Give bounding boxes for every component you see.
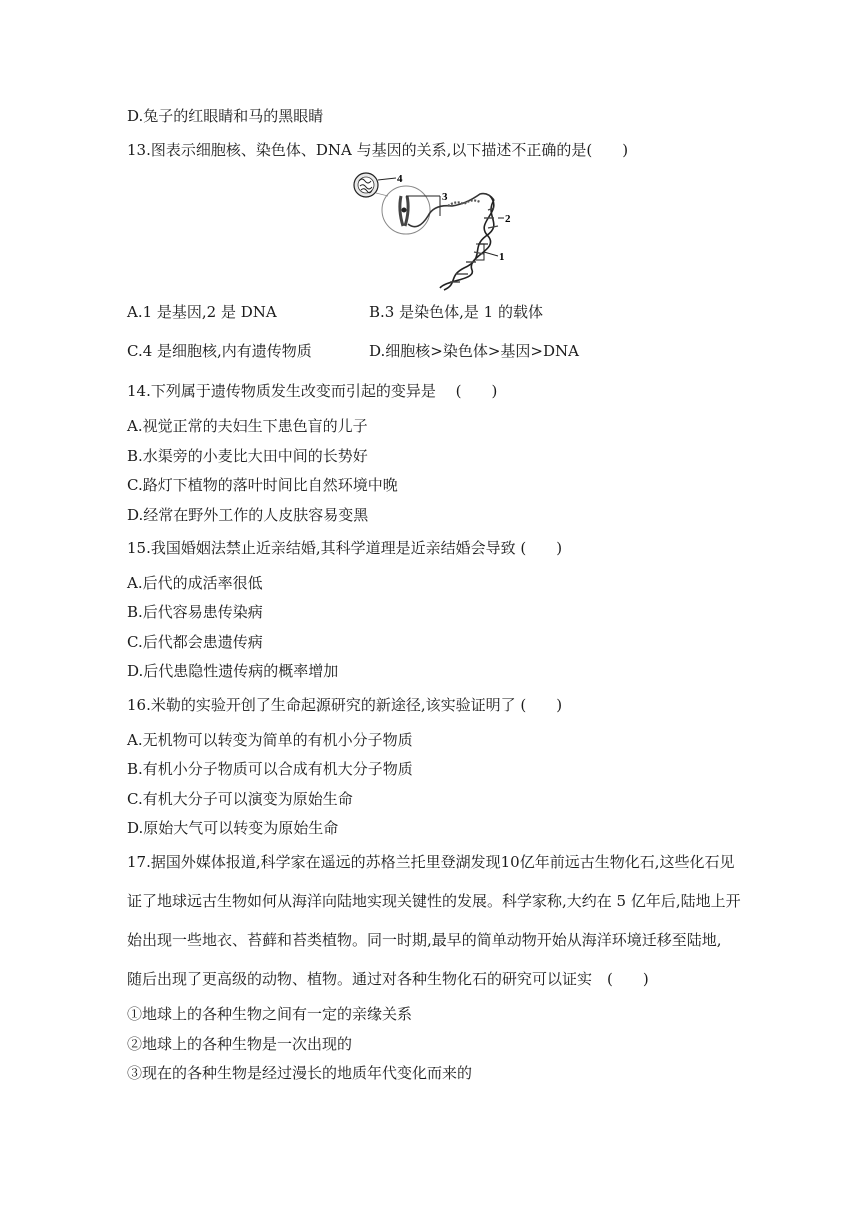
nucleus-icon xyxy=(354,173,378,197)
q15-option-b: B.后代容易患传染病 xyxy=(127,603,263,621)
label-1: 1 xyxy=(499,251,505,263)
q14-option-a: A.视觉正常的夫妇生下患色盲的儿子 xyxy=(127,417,368,435)
q17-statement-3: ③现在的各种生物是经过漫长的地质年代变化而来的 xyxy=(127,1064,473,1082)
q17-stem-line-3: 始出现一些地衣、苔藓和苔类植物。同一时期,最早的简单动物开始从海洋环境迁移至陆地, xyxy=(127,931,722,949)
q14-stem: 14.下列属于遗传物质发生改变而引起的变异是 ( ) xyxy=(127,382,498,400)
q13-option-c: C.4 是细胞核,内有遗传物质 xyxy=(127,342,312,360)
q13-option-b: B.3 是染色体,是 1 的载体 xyxy=(369,303,543,321)
q14-option-d: D.经常在野外工作的人皮肤容易变黑 xyxy=(127,506,369,524)
q14-option-c: C.路灯下植物的落叶时间比自然环境中晚 xyxy=(127,476,398,494)
dna-helix-icon xyxy=(440,196,498,290)
q16-option-b: B.有机小分子物质可以合成有机大分子物质 xyxy=(127,760,413,778)
q17-stem-line-1: 17.据国外媒体报道,科学家在遥远的苏格兰托里登湖发现10亿年前远古生物化石,这些化石见 xyxy=(127,853,735,871)
q17-statement-2: ②地球上的各种生物是一次出现的 xyxy=(127,1035,353,1053)
chromosome-icon xyxy=(400,196,408,226)
q13-option-a: A.1 是基因,2 是 DNA xyxy=(127,303,277,321)
q16-option-a: A.无机物可以转变为简单的有机小分子物质 xyxy=(127,731,413,749)
q15-stem: 15.我国婚姻法禁止近亲结婚,其科学道理是近亲结婚会导致 ( ) xyxy=(127,539,563,557)
label-3: 3 xyxy=(442,191,448,203)
q17-stem-line-2: 证了地球远古生物如何从海洋向陆地实现关键性的发展。科学家称,大约在 5 亿年后,陆地上开 xyxy=(127,892,741,910)
q15-option-c: C.后代都会患遗传病 xyxy=(127,633,263,651)
q16-stem: 16.米勒的实验开创了生命起源研究的新途径,该实验证明了 ( ) xyxy=(127,696,563,714)
q13-option-d: D.细胞核>染色体>基因>DNA xyxy=(369,342,579,360)
q14-option-b: B.水渠旁的小麦比大田中间的长势好 xyxy=(127,447,368,465)
q16-option-d: D.原始大气可以转变为原始生命 xyxy=(127,819,339,837)
q17-stem-line-4: 随后出现了更高级的动物、植物。通过对各种生物化石的研究可以证实 ( ) xyxy=(127,970,649,988)
nucleus-chromosome-dna-diagram xyxy=(348,166,514,292)
q12-option-d: D.兔子的红眼睛和马的黑眼睛 xyxy=(127,107,324,125)
q15-option-a: A.后代的成活率很低 xyxy=(127,574,263,592)
q13-stem: 13.图表示细胞核、染色体、DNA 与基因的关系,以下描述不正确的是( ) xyxy=(127,141,629,159)
q17-statement-1: ①地球上的各种生物之间有一定的亲缘关系 xyxy=(127,1005,413,1023)
label-4: 4 xyxy=(397,173,403,185)
q16-option-c: C.有机大分子可以演变为原始生命 xyxy=(127,790,353,808)
q15-option-d: D.后代患隐性遗传病的概率增加 xyxy=(127,662,339,680)
q13-figure xyxy=(348,166,514,292)
label-2: 2 xyxy=(505,213,511,225)
